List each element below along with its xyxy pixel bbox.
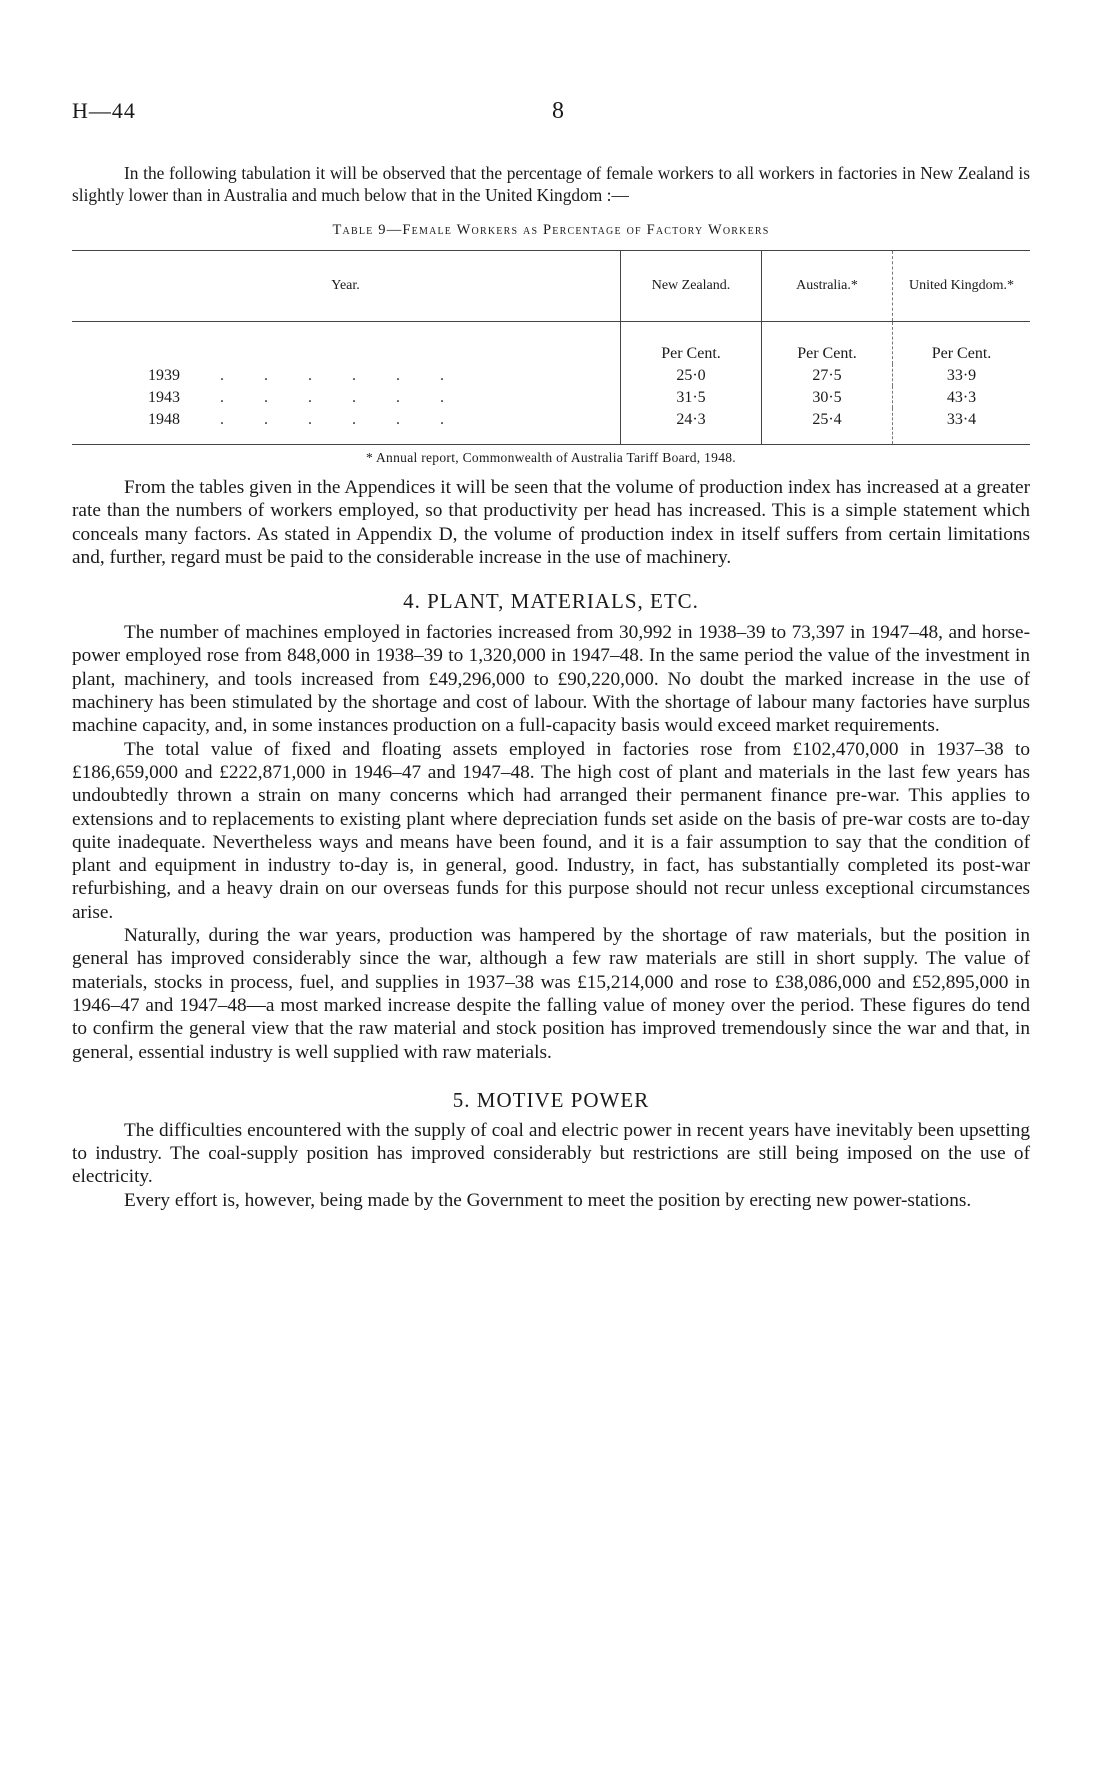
cell-united-kingdom: 43·3 xyxy=(893,386,1031,408)
table-row xyxy=(72,386,1030,408)
col-header-united-kingdom: United Kingdom.* xyxy=(893,251,1031,322)
section-heading-motive-power: 5. MOTIVE POWER xyxy=(452,1087,650,1112)
unit-new-zealand: Per Cent. xyxy=(621,322,762,365)
motive-power-paragraph-stations: Every effort is, however, being made by the Government to meet the position by erecting new power-stations. xyxy=(124,1189,972,1211)
page-body xyxy=(72,162,1030,1212)
table-row xyxy=(72,408,1030,445)
unit-united-kingdom: Per Cent. xyxy=(893,322,1031,365)
leader-dots: . . . . . . xyxy=(220,366,462,384)
cell-new-zealand: 25·0 xyxy=(621,364,762,386)
table-footnote: * Annual report, Commonwealth of Australia Tariff Board, 1948. xyxy=(366,450,736,465)
plant-paragraph-assets: The total value of fixed and floating assets employed in factories rose from £102,470,000 in 1937–38 to £186,659,000 and £222,871,000 in 1946–47 and 1947–48. The high cost of plant and materials in the last few years has undoubtedly thrown a strain on many concerns which had arranged their permanent finance pre-war. This applies to extensions and to replacements to existing plant where depreciation funds set aside on the basis of pre-war costs are to-day quite inadequate. Nevertheless ways and means have been found, and it is a fair assumption to say that the condition of plant and equipment in industry to-day is, in general, good. Industry, in fact, has substantially completed its post-war refurbishing, and a heavy drain on our overseas funds for this purpose should not recur unless exceptional circumstances arise. xyxy=(72,738,1030,923)
productivity-paragraph: From the tables given in the Appendices it will be seen that the volume of production index has increased at a greater rate than the numbers of workers employed, so that productivity per head has increased. This is a simple statement which conceals many factors. As stated in Appendix D, the volume of production index in itself suffers from certain limitations and, further, regard must be paid to the considerable increase in the use of machinery. xyxy=(72,477,1030,568)
intro-paragraph: In the following tabulation it will be observed that the percentage of female workers to all workers in factories in New Zealand is slightly lower than in Australia and much below that in the United Kingdom :— xyxy=(72,163,1030,205)
leader-dots: . . . . . . xyxy=(220,410,462,428)
page-reference: H—44 xyxy=(72,98,136,123)
table-caption: Table 9—Female Workers as Percentage of Factory Workers xyxy=(332,222,770,238)
cell-united-kingdom: 33·9 xyxy=(893,364,1031,386)
cell-australia: 27·5 xyxy=(762,364,893,386)
plant-paragraph-machines: The number of machines employed in factories increased from 30,992 in 1938–39 to 73,397 in 1947–48, and horse-power employed rose from 848,000 in 1938–39 to 1,320,000 in 1947–48. In the same period the value of the investment in plant, machinery, and tools increased from £49,296,000 to £90,220,000. No doubt the marked increase in the use of machinery has been stimulated by the shortage and cost of labour. With the shortage of labour many factories have surplus machine capacity, and, in some instances production on a full-capacity basis would exceed market requirements. xyxy=(72,622,1030,737)
cell-united-kingdom: 33·4 xyxy=(893,408,1031,445)
cell-australia: 25·4 xyxy=(762,408,893,445)
plant-paragraph-materials: Naturally, during the war years, production was hampered by the shortage of raw materials, but the position in general has improved considerably since the war, although a few raw materials are still in short supply. The value of materials, stocks in process, fuel, and supplies in 1937–38 was £15,214,000 and rose to £38,086,000 and £52,895,000 in 1946–47 and 1947–48—a most marked increase despite the falling value of money over the period. These figures do tend to confirm the general view that the raw material and stock position has improved tremendously since the war and that, in general, essential industry is well supplied with raw materials. xyxy=(72,925,1030,1063)
table-units-row xyxy=(72,322,1030,365)
col-header-new-zealand: New Zealand. xyxy=(621,251,762,322)
leader-dots: . . . . . . xyxy=(220,388,462,406)
female-workers-table xyxy=(72,250,1030,445)
row-year: 1948 xyxy=(148,410,180,428)
table-row xyxy=(72,364,1030,386)
page-number: 8 xyxy=(552,98,564,124)
table-header-row xyxy=(72,251,1030,322)
cell-new-zealand: 31·5 xyxy=(621,386,762,408)
cell-australia: 30·5 xyxy=(762,386,893,408)
col-header-australia: Australia.* xyxy=(762,251,893,322)
row-year: 1943 xyxy=(148,388,180,406)
col-header-year: Year. xyxy=(72,251,621,322)
cell-new-zealand: 24·3 xyxy=(621,408,762,445)
row-year: 1939 xyxy=(148,366,180,384)
unit-australia: Per Cent. xyxy=(762,322,893,365)
section-heading-plant-materials: 4. PLANT, MATERIALS, ETC. xyxy=(403,589,699,614)
motive-power-paragraph-supply: The difficulties encountered with the supply of coal and electric power in recent years have inevitably been upsetting to industry. The coal-supply position has improved considerably but restrictions are still being imposed on the use of electricity. xyxy=(72,1119,1030,1188)
